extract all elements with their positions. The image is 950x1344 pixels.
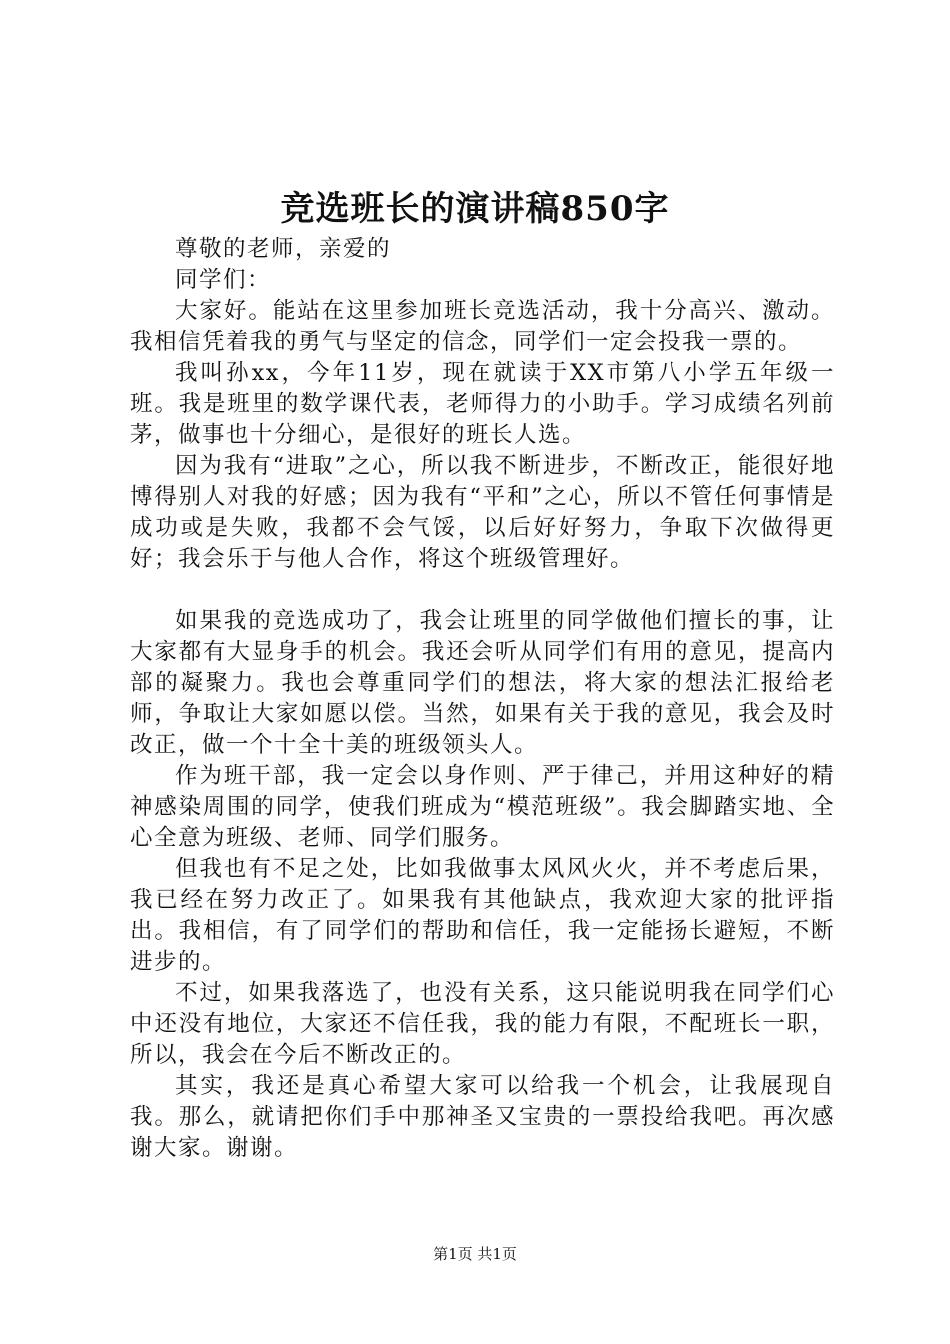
paragraph-4: 如果我的竞选成功了，我会让班里的同学做他们擅长的事，让大家都有大显身手的机会。我还会听从同学们有用的意见，提高内部的凝聚力。我也会尊重同学们的想法，将大家的想法汇报给老师，争取让大家如愿以偿。当然，如果有关于我的意见，我会及时改正，做一个十全十美的班级领头人。 [130, 608, 835, 758]
page-title: 竞选班长的演讲稿850字 [280, 189, 670, 229]
document-body [130, 234, 835, 1164]
paragraph-6: 但我也有不足之处，比如我做事太风风火火，并不考虑后果，我已经在努力改正了。如果我有其他缺点，我欢迎大家的批评指出。我相信，有了同学们的帮助和信任，我一定能扬长避短，不断进步的。 [130, 856, 835, 975]
paragraph-8: 其实，我还是真心希望大家可以给我一个机会，让我展现自我。那么，就请把你们手中那神圣又宝贵的一票投给我吧。再次感谢大家。谢谢。 [130, 1073, 835, 1161]
salutation-line-1: 尊敬的老师，亲爱的 [175, 236, 392, 262]
salutation-line-2: 同学们： [175, 267, 272, 293]
page-footer: 第1页 共1页 [433, 1245, 517, 1263]
paragraph-1: 大家好。能站在这里参加班长竞选活动，我十分高兴、激动。我相信凭着我的勇气与坚定的信念，同学们一定会投我一票的。 [130, 298, 835, 355]
paragraph-3: 因为我有“进取”之心，所以我不断进步，不断改正，能很好地博得别人对我的好感；因为我有“平和”之心，所以不管任何事情是成功或是失败，我都不会气馁，以后好好努力，争取下次做得更好；我会乐于与他人合作，将这个班级管理好。 [130, 453, 835, 572]
paragraph-7: 不过，如果我落选了，也没有关系，这只能说明我在同学们心中还没有地位，大家还不信任我，我的能力有限，不配班长一职，所以，我会在今后不断改正的。 [130, 980, 835, 1068]
paragraph-5: 作为班干部，我一定会以身作则、严于律己，并用这种好的精神感染周围的同学，使我们班成为“模范班级”。我会脚踏实地、全心全意为班级、老师、同学们服务。 [130, 763, 835, 851]
paragraph-2: 我叫孙xx，今年11岁，现在就读于XX市第八小学五年级一班。我是班里的数学课代表，老师得力的小助手。学习成绩名列前茅，做事也十分细心，是很好的班长人选。 [130, 360, 835, 448]
